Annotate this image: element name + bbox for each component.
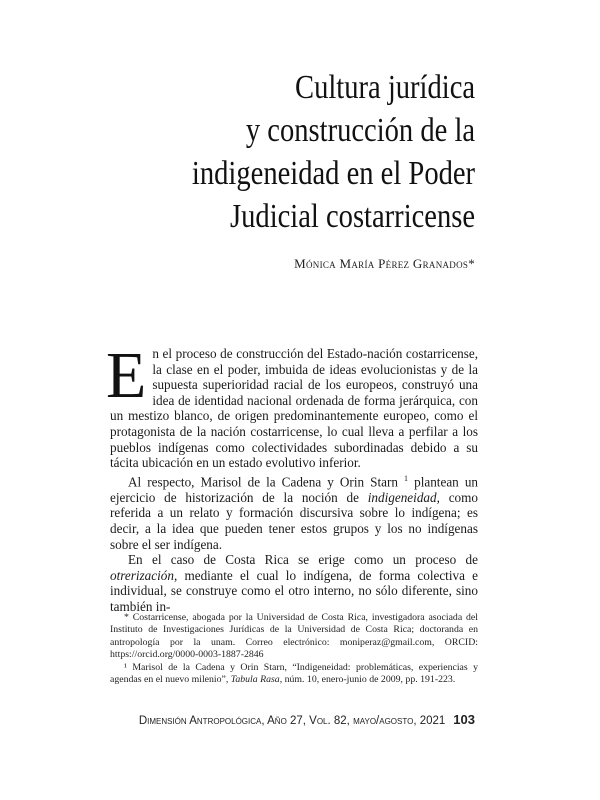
paragraph-1 — [106, 339, 478, 471]
paragraph-1-text: n el proceso de construcción del Estado-nación costarricense, la clase en el poder, imbuida de ideas evolucionistas y de la supuesta superioridad racial de los europeos, construyó una idea de identidad nacional ordenada de forma jerárquica, con un mestizo blanco, de origen predominantemente europeo, como el protagonista de la nación costarricense, lo cual lleva a perfilar a los pueblos indígenas como colectividades subordinadas debido a su tácita ubicación en un estado evolutivo inferior. — [110, 346, 478, 471]
paragraph-2-text-b: plantean un ejercicio de historización de la noción de — [110, 474, 479, 505]
paragraph-2 — [110, 471, 478, 552]
footnote-1-text-b: , núm. 10, enero-junio de 2009, pp. 191-223. — [279, 674, 456, 686]
running-footer — [139, 712, 475, 727]
title-line-1: Cultura jurídica — [294, 69, 475, 106]
footnote-author: * Costarricense, abogada por la Universidad de Costa Rica, investigadora asociada del Instituto de Investigaciones Jurídicas de la Universidad de Costa Rica; doctoranda en antropología por la unam. Correo electrónico: moniperaz@gmail.com, ORCID: https://orcid.org/0000-0003-1887-2846 — [110, 612, 478, 661]
paragraph-2-emphasis: indigeneidad — [367, 489, 437, 505]
paragraph-3-text-a: En el caso de Costa Rica se erige como un proceso de — [128, 552, 478, 568]
title-line-4: Judicial costarricense — [229, 198, 475, 235]
footnotes — [110, 612, 478, 686]
paragraph-3-emphasis: otrerización — [110, 567, 174, 583]
paragraph-2-text-c: , como referida a un relato y formación discursiva sobre lo indígena; es decir, a la idea que pueden tener estos grupos y los no indígenas sobre el ser indígena. — [110, 489, 478, 552]
footnote-1 — [110, 662, 478, 687]
paragraph-3-text-b: , mediante el cual lo indígena, de forma colectiva e individual, se construye como el otro interno, no sólo diferente, sino también in- — [110, 567, 478, 614]
author-name: Mónica María Pérez Granados* — [294, 256, 475, 271]
article-title — [192, 66, 475, 238]
title-line-3: indigeneidad en el Poder — [191, 155, 475, 192]
title-line-2: y construcción de la — [245, 112, 475, 149]
journal-info: Dimensión Antropológica, Año 27, Vol. 82, mayo/agosto, 2021 — [138, 715, 446, 727]
paragraph-3 — [110, 552, 478, 614]
page-number: 103 — [453, 712, 475, 727]
body-text — [106, 339, 479, 614]
paragraph-2-text-a: Al respecto, Marisol de la Cadena y Orin Starn — [128, 474, 398, 490]
footnote-ref-1: 1 — [404, 473, 409, 483]
footnote-1-text-a: ¹ Marisol de la Cadena y Orin Starn, “Indigeneidad: problemáticas, experiencias y agendas en el nuevo milenio”, — [110, 661, 478, 686]
drop-cap: E — [106, 339, 147, 412]
footnote-1-emphasis: Tabula Rasa — [230, 674, 280, 686]
